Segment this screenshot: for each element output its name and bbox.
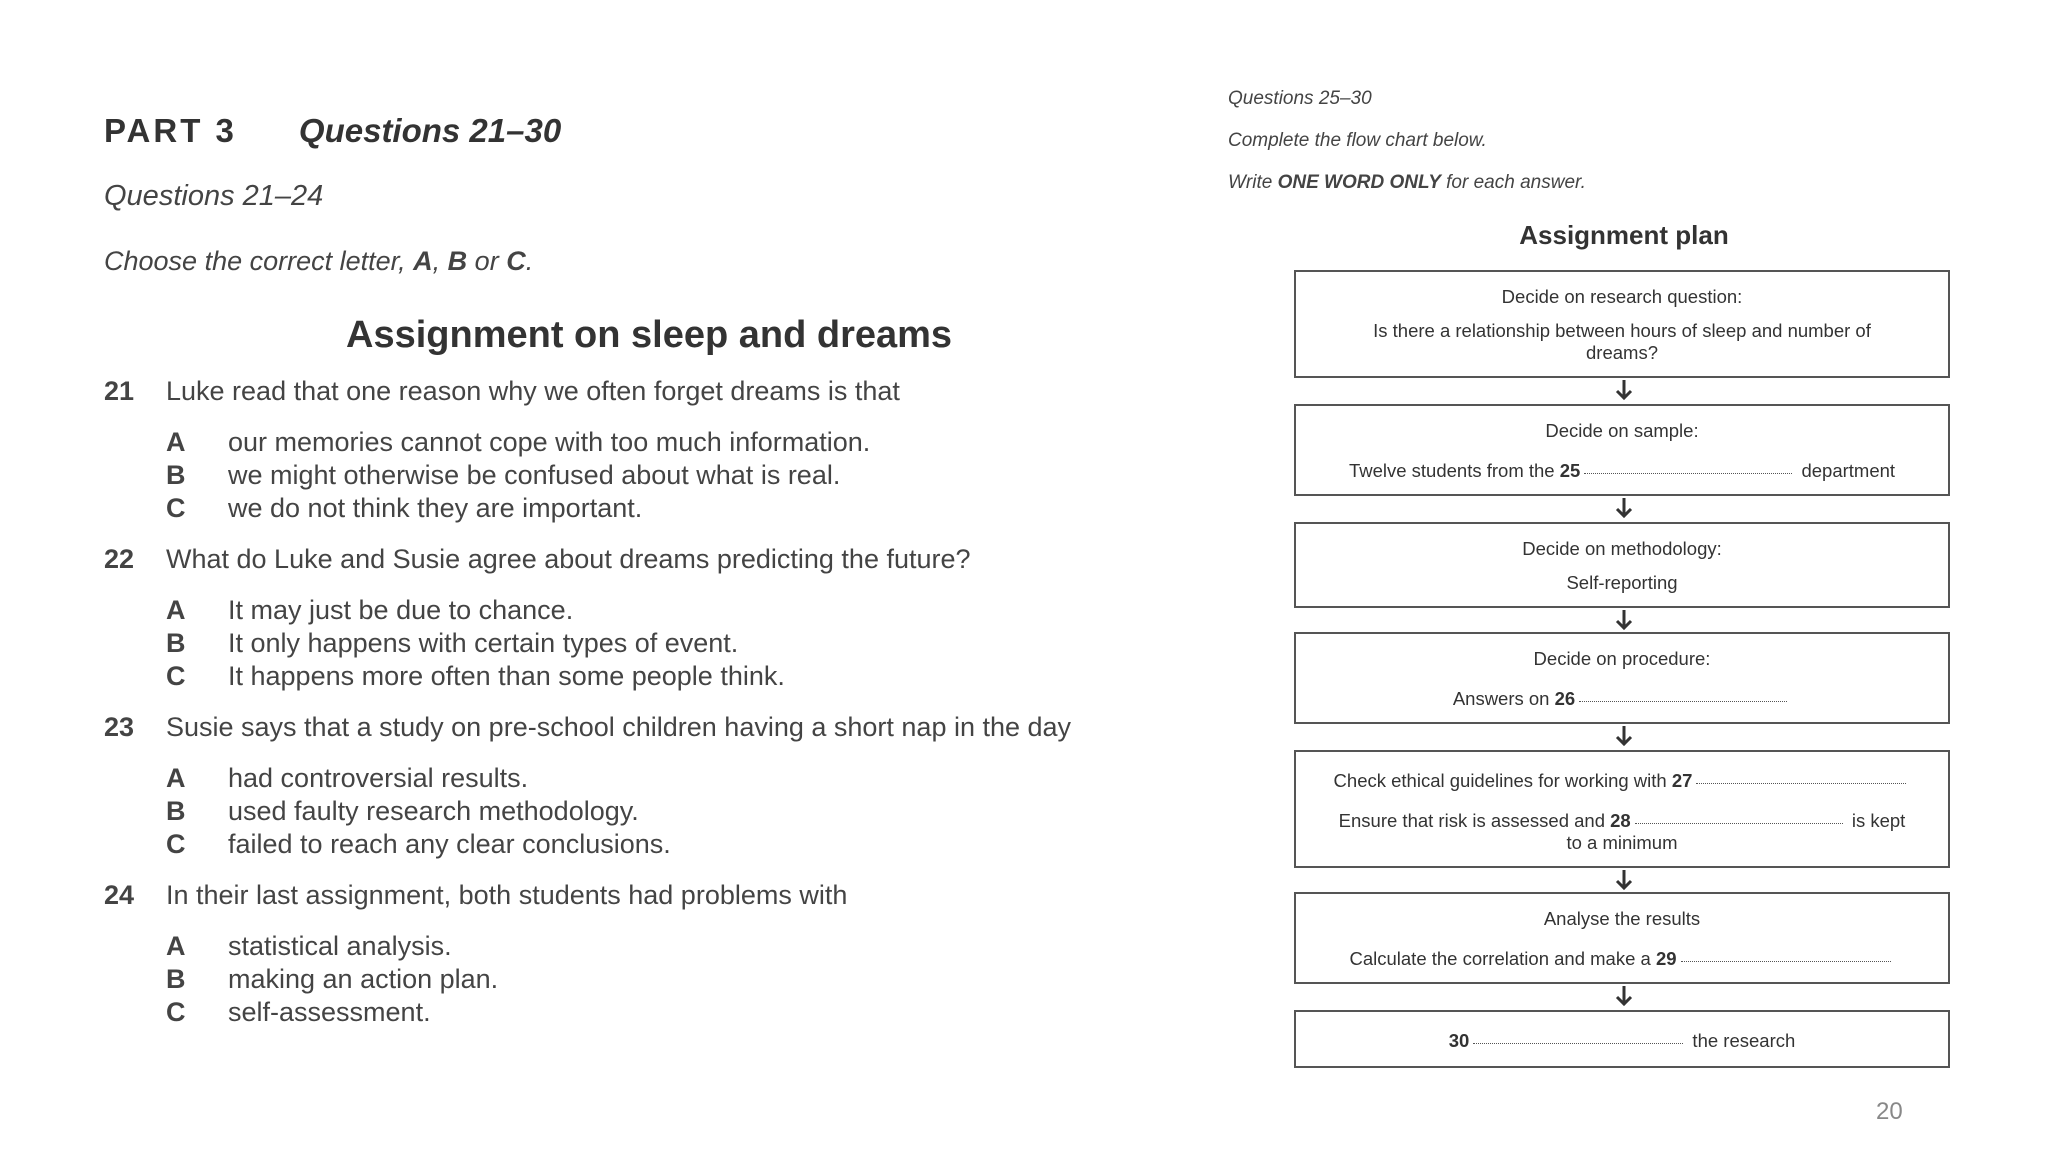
question-number: 24: [104, 880, 135, 910]
flow-box-research-question: Decide on research question: Is there a relationship between hours of sleep and number of dreams?: [1294, 270, 1950, 378]
instruction-line: Choose the correct letter, A, B or C.: [104, 246, 534, 276]
flow-box-analyse-results: Analyse the results Calculate the correlation and make a 29: [1294, 892, 1950, 984]
arrow-down-icon: [1614, 378, 1634, 402]
answer-blank-25[interactable]: [1584, 472, 1792, 474]
question-text: In their last assignment, both students had problems with: [166, 880, 848, 910]
option-c[interactable]: C It happens more often than some people think.: [166, 661, 785, 691]
answer-blank-27[interactable]: [1696, 782, 1906, 784]
flowchart-instruction: Complete the flow chart below.: [1228, 130, 1487, 151]
option-b[interactable]: B we might otherwise be confused about what is real.: [166, 460, 841, 490]
option-c[interactable]: C failed to reach any clear conclusions.: [166, 829, 671, 859]
option-a[interactable]: A statistical analysis.: [166, 931, 452, 961]
questions-subheading: Questions 21–24: [104, 180, 324, 212]
part-label: PART 3: [104, 112, 237, 149]
arrow-down-icon: [1614, 984, 1634, 1008]
question-22: [104, 544, 971, 575]
question-text: What do Luke and Susie agree about dreams predicting the future?: [166, 544, 971, 574]
question-number: 22: [104, 544, 135, 574]
flow-box-final-step: 30 the research: [1294, 1010, 1950, 1068]
option-a[interactable]: A had controversial results.: [166, 763, 529, 793]
answer-blank-26[interactable]: [1579, 700, 1787, 702]
part-questions-range: Questions 21–30: [298, 112, 562, 149]
option-b[interactable]: B It only happens with certain types of event.: [166, 628, 739, 658]
arrow-down-icon: [1614, 496, 1634, 520]
flow-box-sample: Decide on sample: Twelve students from the 25 department: [1294, 404, 1950, 496]
question-text: Susie says that a study on pre-school children having a short nap in the day: [166, 712, 1072, 742]
assignment-title: Assignment on sleep and dreams: [346, 314, 953, 356]
page-number: 20: [1876, 1098, 1903, 1125]
option-b[interactable]: B making an action plan.: [166, 964, 499, 994]
question-text: Luke read that one reason why we often forget dreams is that: [166, 376, 900, 406]
question-21: [104, 376, 900, 407]
question-22-options: [166, 594, 785, 693]
question-21-options: [166, 426, 870, 525]
arrow-down-icon: [1614, 608, 1634, 632]
flow-box-procedure: Decide on procedure: Answers on 26: [1294, 632, 1950, 724]
option-c[interactable]: C we do not think they are important.: [166, 493, 643, 523]
arrow-down-icon: [1614, 868, 1634, 892]
option-b[interactable]: B used faulty research methodology.: [166, 796, 639, 826]
option-c[interactable]: C self-assessment.: [166, 997, 431, 1027]
question-24: [104, 880, 847, 911]
questions-25-30-label: Questions 25–30: [1228, 88, 1372, 109]
option-a[interactable]: A our memories cannot cope with too much information.: [166, 427, 871, 457]
question-number: 21: [104, 376, 135, 406]
question-23: [104, 712, 1071, 743]
word-limit-instruction: Write ONE WORD ONLY for each answer.: [1228, 172, 1586, 193]
answer-blank-29[interactable]: [1681, 960, 1891, 962]
part-heading: [104, 112, 561, 150]
question-24-options: [166, 930, 498, 1029]
flow-box-methodology: Decide on methodology: Self-reporting: [1294, 522, 1950, 608]
arrow-down-icon: [1614, 724, 1634, 748]
option-a[interactable]: A It may just be due to chance.: [166, 595, 574, 625]
answer-blank-30[interactable]: [1473, 1042, 1683, 1044]
question-number: 23: [104, 712, 135, 742]
answer-blank-28[interactable]: [1635, 822, 1843, 824]
question-23-options: [166, 762, 671, 861]
flow-box-ethical-guidelines: Check ethical guidelines for working with 27 Ensure that risk is assessed and 28 is kept to a minimum: [1294, 750, 1950, 868]
flowchart-title: Assignment plan: [1519, 220, 1729, 250]
